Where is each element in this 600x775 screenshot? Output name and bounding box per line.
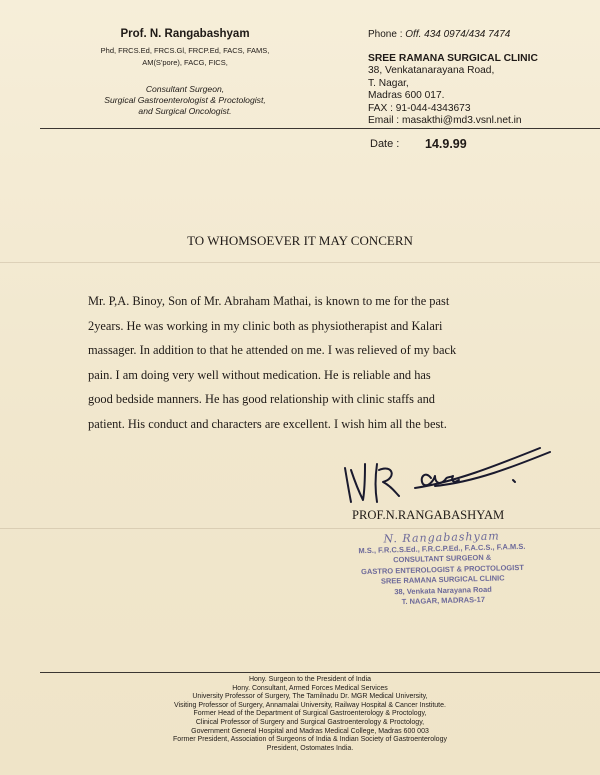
body-line: massager. In addition to that he attended on me. I was relieved of my back [88, 343, 457, 357]
stamp-line: T. NAGAR, MADRAS-17 [401, 594, 486, 607]
email-line: Email : masakthi@md3.vsnl.net.in [368, 115, 522, 126]
address-line: T. Nagar, [368, 77, 409, 89]
phone [368, 28, 588, 41]
paper-fold [0, 262, 600, 263]
signer-name: PROF.N.RANGABASHYAM [352, 508, 505, 522]
phone-label: Phone : [368, 29, 403, 40]
footer-line: University Professor of Surgery, The Tamilnadu Dr. MGR Medical University, [192, 693, 428, 701]
letter-heading: TO WHOMSOEVER IT MAY CONCERN [187, 233, 413, 248]
footer-line: Hony. Surgeon to the President of India [248, 676, 372, 683]
stamp-signature-name: N. Rangabashyam [383, 529, 500, 546]
letter-body [88, 289, 528, 436]
phone-value: Off. 434 0974/434 7474 [405, 29, 511, 40]
qualification-line: AM(S'pore), FACG, FICS, [142, 58, 228, 67]
body-line: good bedside manners. He has good relationship with clinic staffs and [88, 392, 435, 406]
letterhead-left [55, 28, 315, 117]
footer-line: Visiting Professor of Surgery, Annamalai University, Railway Hospital & Cancer Institute. [174, 701, 446, 709]
footer-line: Former President, Association of Surgeons of India & Indian Society of Gastroenterology [173, 736, 447, 744]
footer-line: Clinical Professor of Surgery and Surgical Gastroenterology & Proctology, [195, 718, 425, 726]
paper-fold [0, 528, 600, 529]
address-line: 38, Venkatanarayana Road, [368, 65, 495, 76]
stamp-line: CONSULTANT SURGEON & [393, 552, 492, 565]
stamp-line: 38, Venkata Narayana Road [394, 584, 492, 596]
body-line: Mr. P,A. Binoy, Son of Mr. Abraham Mathai, is known to me for the past [88, 294, 450, 308]
body-line: pain. I am doing very well without medication. He is reliable and has [88, 367, 431, 382]
role-line: Consultant Surgeon, [145, 84, 225, 94]
date-label: Date : [370, 138, 400, 150]
date-value: 14.9.99 [425, 137, 467, 151]
roles [55, 84, 315, 117]
doctor-rubber-stamp [339, 530, 546, 609]
letterhead-right [368, 28, 588, 128]
body-line: 2years. He was working in my clinic both as physiotherapist and Kalari [88, 318, 443, 333]
role-line: Surgical Gastroenterologist & Proctologist, [104, 95, 266, 105]
handwritten-signature [335, 430, 565, 510]
body-line: patient. His conduct and characters are excellent. I wish him all the best. [88, 416, 447, 431]
footer-credentials [40, 676, 580, 753]
address [368, 65, 588, 128]
header-divider [40, 128, 600, 129]
stamp-line: M.S., F.R.C.S.Ed., F.R.C.P.Ed., F.A.C.S., F.A.M.S. [358, 541, 526, 555]
stamp-line: GASTRO ENTEROLOGIST & PROCTOLOGIST [360, 562, 524, 576]
doctor-name: Prof. N. Rangabashyam [120, 28, 250, 40]
footer-divider [40, 672, 600, 673]
footer-line: Hony. Consultant, Armed Forces Medical Services [232, 684, 388, 692]
footer-line: President, Ostomates India. [266, 744, 354, 752]
date-row [370, 137, 467, 151]
role-line: and Surgical Oncologist. [138, 106, 232, 116]
stamp-line: SREE RAMANA SURGICAL CLINIC [380, 573, 505, 586]
qualifications [55, 45, 315, 69]
address-line: Madras 600 017. [368, 90, 445, 101]
qualification-line: Phd, FRCS.Ed, FRCS.Gl, FRCP.Ed, FACS, FAMS, [100, 46, 270, 55]
footer-line: Government General Hospital and Madras Medical College, Madras 600 003 [191, 727, 429, 735]
fax-line: FAX : 91-044-4343673 [368, 102, 471, 114]
clinic-name: SREE RAMANA SURGICAL CLINIC [368, 53, 538, 64]
footer-line: Former Head of the Department of Surgical Gastroenterology & Proctology, [193, 710, 427, 718]
